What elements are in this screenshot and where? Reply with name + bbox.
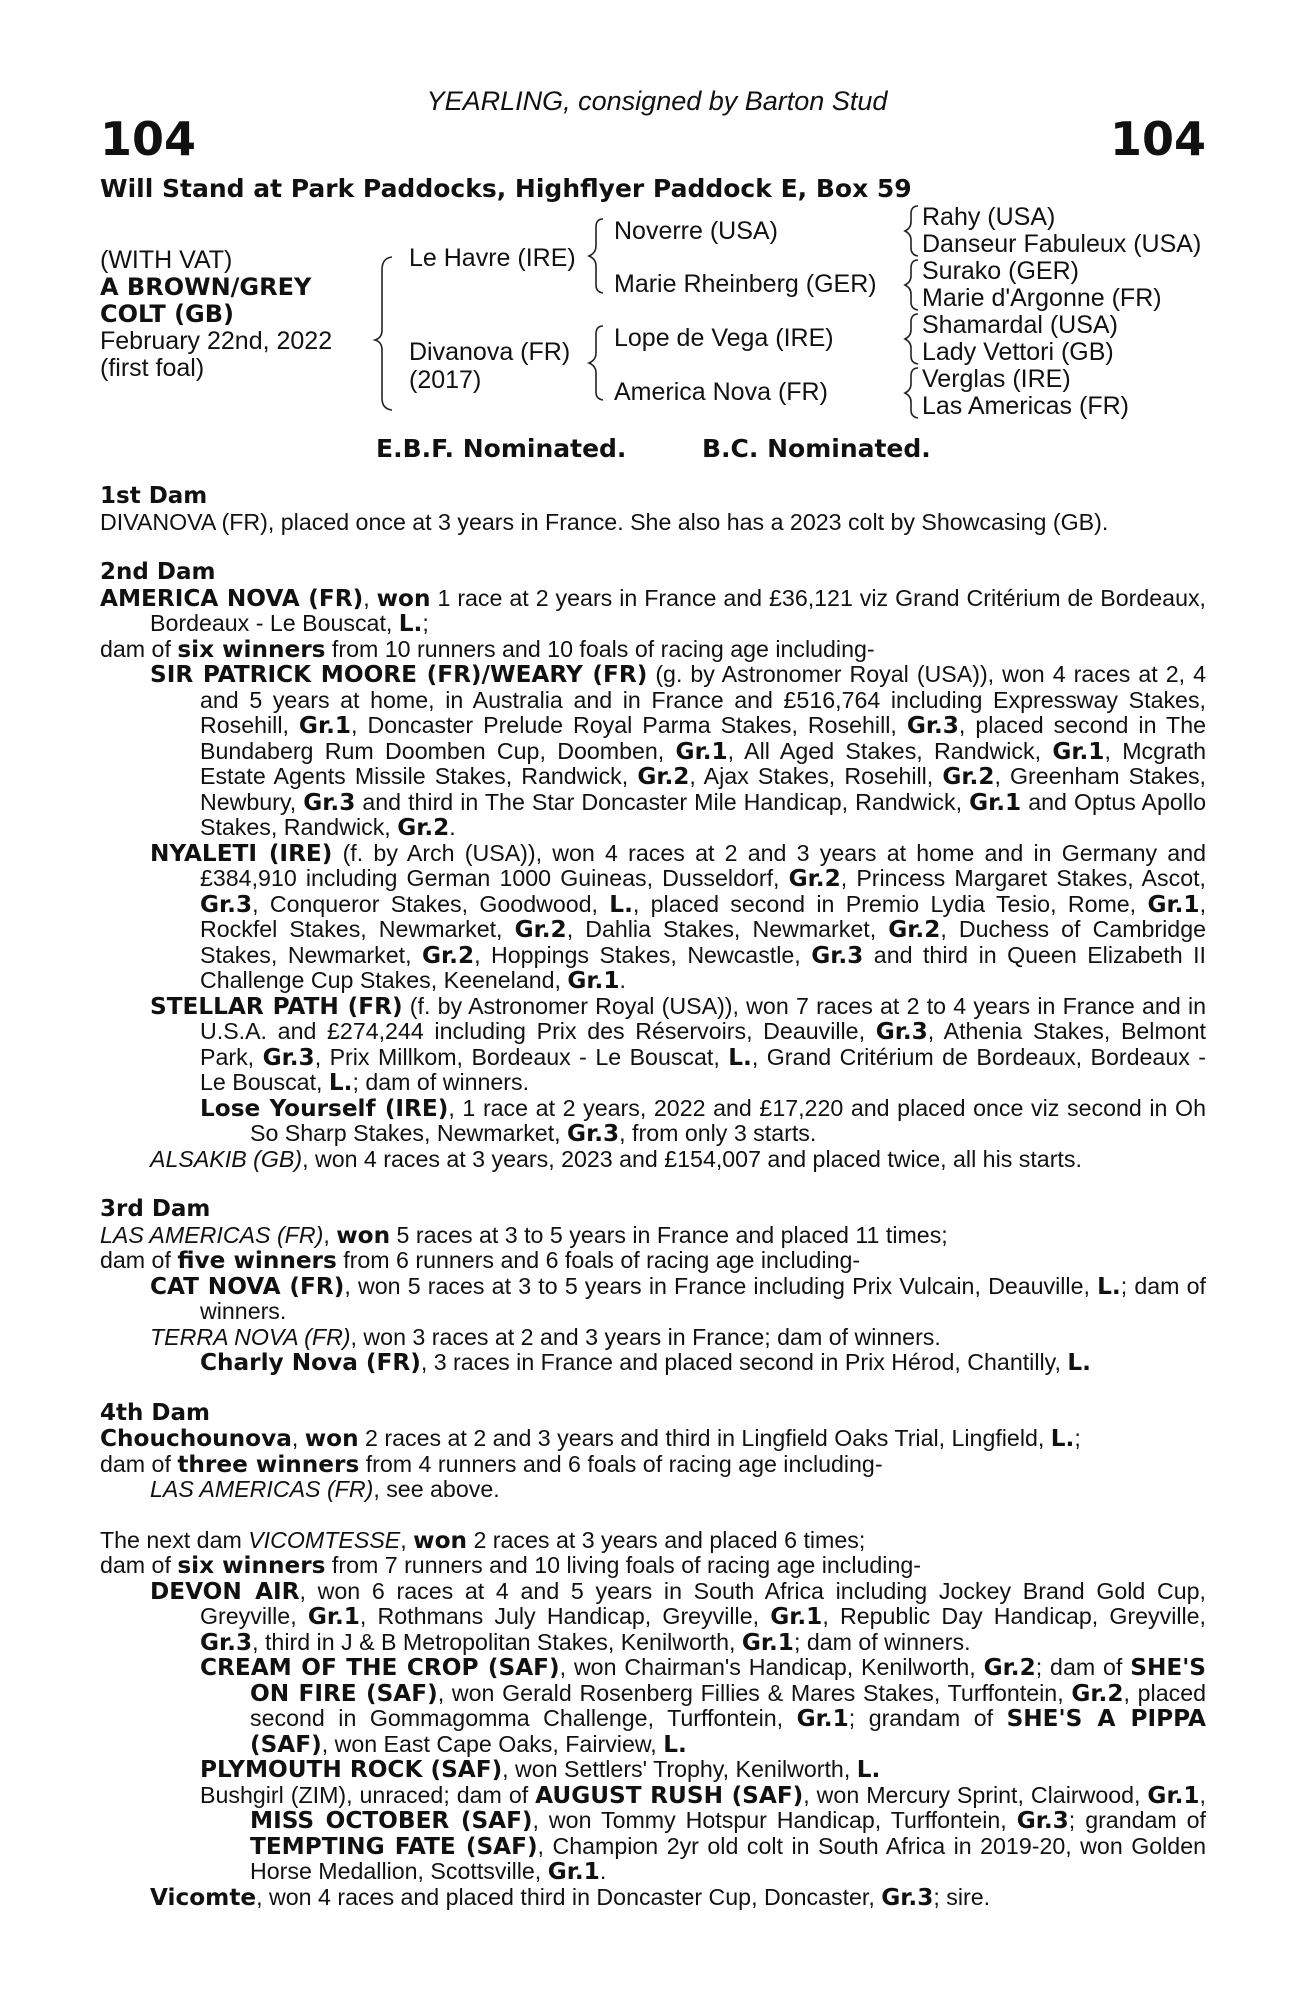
section-3rd-dam: 3rd Dam (100, 1196, 211, 1222)
runner-devon-air: DEVON AIR, won 6 races at 4 and 5 years in South Africa including Jockey Brand Gold Cup, Greyville, Gr.1, Rothmans July Handicap, Greyville, Gr.1, Republic Day Handicap, Greyville, Gr.3, third in J & B Metropolitan Stakes, Kenilworth, Gr.1; dam of winners. (150, 1577, 1206, 1656)
runner-charly-nova: Charly Nova (FR), 3 races in France and placed second in Prix Hérod, Chantilly, L. (200, 1349, 1091, 1376)
pedigree-g6: Lady Vettori (GB) (922, 338, 1114, 366)
horse-sex: COLT (GB) (100, 300, 234, 328)
runner-las-americas: LAS AMERICAS (FR), see above. (150, 1476, 500, 1502)
runner-sir-patrick-moore: SIR PATRICK MOORE (FR)/WEARY (FR) (g. by Astronomer Royal (USA)), won 4 races at 2, 4 and 5 years at home, in Australia and in France and £516,764 including Expressway Stakes, Rosehill, Gr.1, Doncaster Prelude Royal Parma Stakes, Rosehill, Gr.3, placed second in The Bundaberg Rum Doomben Cup, Doomben, Gr.1, All Aged Stakes, Randwick, Gr.1, Mcgrath Estate Agents Missile Stakes, Randwick, Gr.2, Ajax Stakes, Rosehill, Gr.2, Greenham Stakes, Newbury, Gr.3 and third in The Star Doncaster Mile Handicap, Randwick, Gr.1 and Optus Apollo Stakes, Randwick, Gr.2. (150, 661, 1207, 841)
lot-number-right: 104 (1109, 112, 1206, 166)
pedigree-sire: Le Havre (IRE) (409, 244, 576, 272)
pedigree-dam-sire: Lope de Vega (IRE) (614, 324, 834, 352)
next-dam-paragraph: The next dam VICOMTESSE, won 2 races at 3 years and placed 6 times; (100, 1526, 866, 1554)
dam4-produce-line: dam of three winners from 4 runners and 6 foals of racing age including- (100, 1450, 883, 1478)
pedigree-g5: Shamardal (USA) (922, 311, 1118, 339)
pedigree-g1: Rahy (USA) (922, 203, 1056, 231)
horse-colour: A BROWN/GREY (100, 273, 312, 301)
dam3-produce-line: dam of five winners from 6 runners and 6 foals of racing age including- (100, 1247, 861, 1274)
lot-number-left: 104 (100, 112, 197, 166)
ebf-nomination: E.B.F. Nominated. (376, 434, 627, 463)
pedigree-braces (0, 0, 1314, 430)
section-2nd-dam: 2nd Dam (100, 559, 216, 585)
runner-bushgirl: Bushgirl (ZIM), unraced; dam of AUGUST RUSH (SAF), won Mercury Sprint, Clairwood, Gr.1, MISS OCTOBER (SAF), won Tommy Hotspur Handicap, Turffontein, Gr.3; grandam of TEMPTING FATE (SAF), Champion 2yr old colt in South Africa in 2019-20, won Golden Horse Medallion, Scottsville, Gr.1. (200, 1781, 1206, 1885)
runner-terra-nova: TERRA NOVA (FR), won 3 races at 2 and 3 years in France; dam of winners. (150, 1323, 941, 1350)
foal-note: (first foal) (100, 354, 205, 382)
runner-cat-nova: CAT NOVA (FR), won 5 races at 3 to 5 years in France including Prix Vulcain, Deauville, L.; dam of winners. (150, 1272, 1206, 1324)
dam3-paragraph: LAS AMERICAS (FR), won 5 races at 3 to 5 years in France and placed 11 times; (100, 1221, 948, 1249)
next-dam-produce-line: dam of six winners from 7 runners and 10 living foals of racing age including- (100, 1552, 921, 1579)
pedigree-dam: Divanova (FR) (409, 338, 571, 366)
dam2-paragraph: AMERICA NOVA (FR), won 1 race at 2 years in France and £36,121 viz Grand Critérium de Bordeaux, Bordeaux - Le Bouscat, L.; (100, 584, 1206, 637)
pedigree-dam-dam: America Nova (FR) (614, 378, 828, 406)
pedigree-sire-dam: Marie Rheinberg (GER) (614, 270, 877, 298)
family-record (100, 484, 1206, 1910)
pedigree-g7: Verglas (IRE) (922, 365, 1071, 393)
pedigree-g3: Surako (GER) (922, 257, 1079, 285)
consignment-line: YEARLING, consigned by Barton Stud (426, 86, 888, 116)
pedigree-dam-year: (2017) (409, 366, 482, 394)
dam2-produce-line: dam of six winners from 10 runners and 10 foals of racing age including- (100, 635, 875, 663)
section-1st-dam: 1st Dam (100, 483, 208, 509)
runner-nyaleti: NYALETI (IRE) (f. by Arch (USA)), won 4 races at 2 and 3 years at home and in Germany and £384,910 including German 1000 Guineas, Dusseldorf, Gr.2, Princess Margaret Stakes, Ascot, Gr.3, Conqueror Stakes, Goodwood, L., placed second in Premio Lydia Tesio, Rome, Gr.1, Rockfel Stakes, Newmarket, Gr.2, Dahlia Stakes, Newmarket, Gr.2, Duchess of Cambridge Stakes, Newmarket, Gr.2, Hoppings Stakes, Newcastle, Gr.3 and third in Queen Elizabeth II Challenge Cup Stakes, Keeneland, Gr.1. (150, 839, 1207, 994)
dam1-paragraph: DIVANOVA (FR), placed once at 3 years in France. She also has a 2023 colt by Showcasing (GB). (100, 508, 1109, 535)
section-4th-dam: 4th Dam (100, 1399, 210, 1426)
runner-lose-yourself: Lose Yourself (IRE), 1 race at 2 years, 2022 and £17,220 and placed once viz second in Oh So Sharp Stakes, Newmarket, Gr.3, from only 3 starts. (200, 1094, 1206, 1147)
runner-plymouth-rock: PLYMOUTH ROCK (SAF), won Settlers' Trophy, Kenilworth, L. (200, 1756, 881, 1783)
stabling-location: Will Stand at Park Paddocks, Highflyer Paddock E, Box 59 (100, 174, 912, 203)
pedigree-g4: Marie d'Argonne (FR) (922, 284, 1162, 312)
runner-alsakib: ALSAKIB (GB), won 4 races at 3 years, 2023 and £154,007 and placed twice, all his starts. (150, 1145, 1082, 1172)
pedigree-g2: Danseur Fabuleux (USA) (922, 230, 1202, 258)
runner-stellar-path: STELLAR PATH (FR) (f. by Astronomer Royal (USA)), won 7 races at 2 to 4 years in France and in U.S.A. and £274,244 including Prix des Réservoirs, Deauville, Gr.3, Athenia Stakes, Belmont Park, Gr.3, Prix Millkom, Bordeaux - Le Bouscat, L., Grand Critérium de Bordeaux, Bordeaux - Le Bouscat, L.; dam of winners. (150, 992, 1207, 1096)
runner-vicomte: Vicomte, won 4 races and placed third in Doncaster Cup, Doncaster, Gr.3; sire. (150, 1883, 991, 1911)
runner-cream-of-the-crop: CREAM OF THE CROP (SAF), won Chairman's Handicap, Kenilworth, Gr.2; dam of SHE'S ON FIRE (SAF), won Gerald Rosenberg Fillies & Mares Stakes, Turffontein, Gr.2, placed second in Gommagomma Challenge, Turffontein, Gr.1; grandam of SHE'S A PIPPA (SAF), won East Cape Oaks, Fairview, L. (200, 1654, 1206, 1758)
dam4-paragraph: Chouchounova, won 2 races at 2 and 3 years and third in Lingfield Oaks Trial, Lingfield, L.; (100, 1425, 1081, 1452)
bc-nomination: B.C. Nominated. (702, 434, 931, 463)
vat-note: (WITH VAT) (100, 246, 233, 274)
foaling-date: February 22nd, 2022 (100, 327, 333, 355)
pedigree-sire-sire: Noverre (USA) (614, 217, 778, 245)
pedigree-g8: Las Americas (FR) (922, 392, 1129, 420)
